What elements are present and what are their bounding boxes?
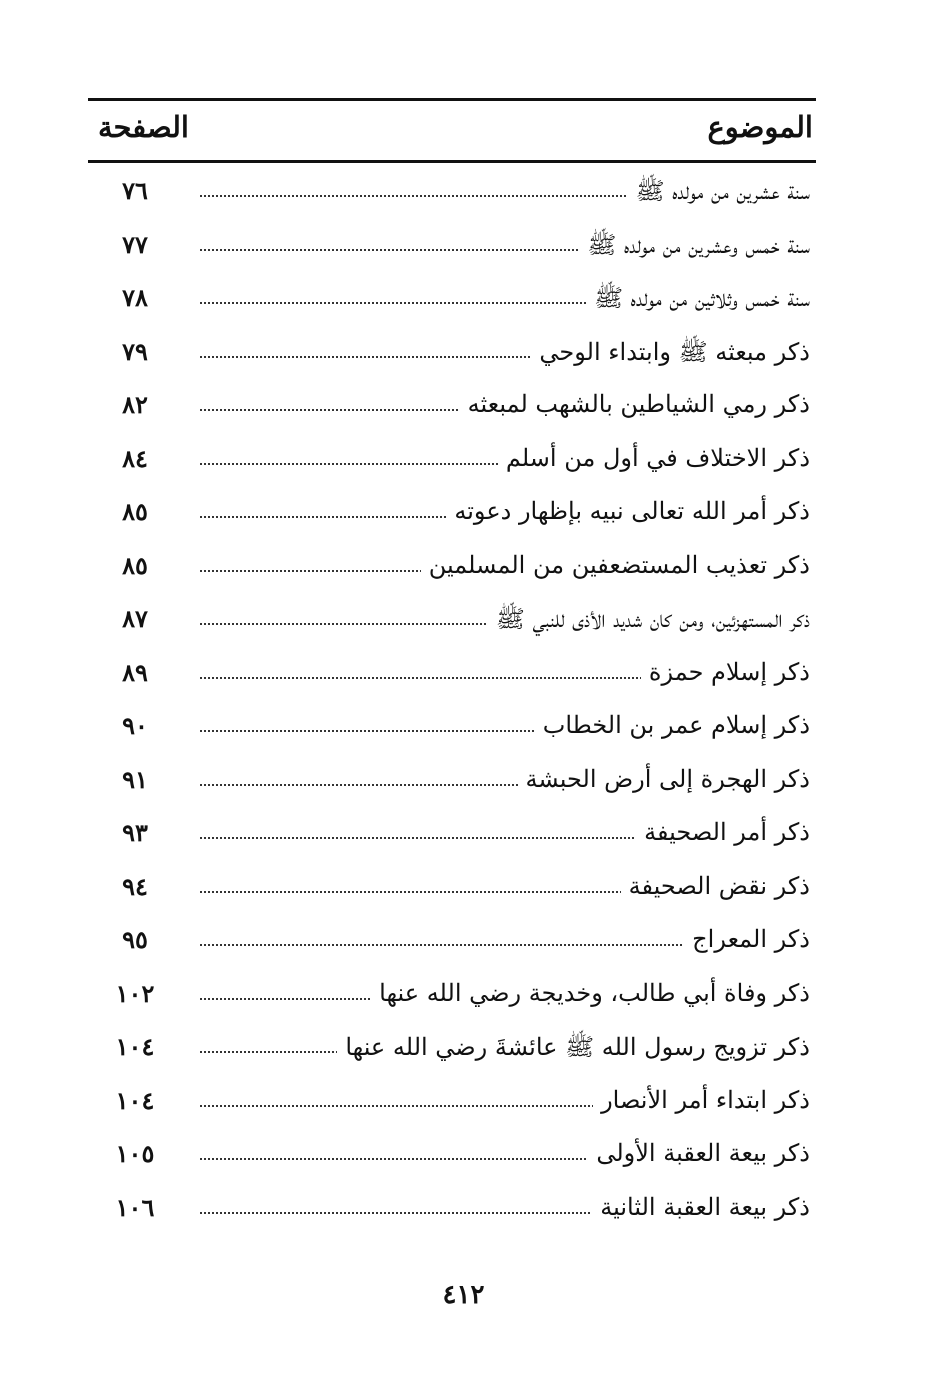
toc-entry xyxy=(100,703,810,753)
toc-entry-title: ذكر مبعثه ﷺ وابتداء الوحي xyxy=(531,337,810,372)
toc-entry xyxy=(100,275,810,325)
topic-column-header: الموضوع xyxy=(707,110,813,144)
toc-entry-title: سنة خمس وثلاثين من مولده ﷺ xyxy=(586,283,810,318)
toc-entry xyxy=(100,1185,810,1235)
toc-entry-title: ذكر إسلام عمر بن الخطاب xyxy=(535,711,810,739)
toc-entry-page: ٩٤ xyxy=(122,871,148,901)
toc-entry xyxy=(100,329,810,379)
page-column-header: الصفحة xyxy=(98,110,189,144)
toc-entry-title: ذكر إسلام حمزة xyxy=(641,658,810,686)
toc-entry-page: ٨٥ xyxy=(122,497,148,526)
toc-entry-page: ٩٥ xyxy=(122,925,148,954)
toc-entry xyxy=(100,971,810,1021)
toc-entry-title: ذكر أمر الله تعالى نبيه بإظهار دعوته xyxy=(446,497,810,525)
toc-entry-title: ذكر ابتداء أمر الأنصار xyxy=(593,1086,810,1114)
toc-entry-title: ذكر رمي الشياطين بالشهب لمبعثه xyxy=(460,390,810,418)
toc-entry-title: ذكر نقض الصحيفة xyxy=(621,872,810,900)
toc-entry xyxy=(100,1131,810,1181)
toc-entry xyxy=(100,810,810,860)
toc-entry-page: ٧٦ xyxy=(122,176,148,205)
toc-entry xyxy=(100,864,810,914)
toc-entry xyxy=(100,650,810,700)
toc-entry-page: ١٠٤ xyxy=(115,1085,155,1115)
toc-entry xyxy=(100,489,810,539)
toc-entry-title: سنة عشرين من مولده ﷺ xyxy=(628,176,810,211)
toc-entry-page: ٨٢ xyxy=(122,390,148,419)
toc-entry-page: ١٠٥ xyxy=(115,1139,155,1168)
toc-entry-page: ٧٩ xyxy=(122,336,148,366)
toc-entry-page: ١٠٦ xyxy=(115,1192,155,1222)
toc-entry-page: ٨٥ xyxy=(122,550,148,580)
toc-entry-title: ذكر المعراج xyxy=(684,925,810,953)
toc-entry-title: ذكر المستهزئين، ومن كان شديد الأذى للنبي ﷺ xyxy=(488,604,810,639)
toc-entry xyxy=(100,596,810,646)
toc-entry xyxy=(100,1078,810,1128)
toc-entry-page: ١٠٤ xyxy=(115,1032,155,1061)
page-number: ٤١٢ xyxy=(442,1280,485,1310)
toc-entry-title: ذكر تعذيب المستضعفين من المسلمين xyxy=(421,551,810,579)
toc-entry xyxy=(100,1024,810,1074)
toc-entry-page: ٩١ xyxy=(122,764,148,794)
toc-entry-title: ذكر وفاة أبي طالب، وخديجة رضي الله عنها xyxy=(371,979,810,1007)
toc-entry-title: ذكر الهجرة إلى أرض الحبشة xyxy=(518,765,810,793)
toc-entry-title: ذكر بيعة العقبة الثانية xyxy=(592,1193,810,1221)
toc-entry-page: ١٠٢ xyxy=(115,978,155,1008)
toc-entry-page: ٨٧ xyxy=(122,604,148,633)
toc-entry-page: ٧٨ xyxy=(122,283,148,312)
toc-entry xyxy=(100,382,810,432)
toc-entry-page: ٩٣ xyxy=(122,818,148,847)
toc-entry xyxy=(100,543,810,593)
toc-entry-page: ٨٤ xyxy=(122,443,148,473)
toc-entry-title: سنة خمس وعشرين من مولده ﷺ xyxy=(579,230,810,265)
toc-entry-title: ذكر بيعة العقبة الأولى xyxy=(588,1139,810,1167)
toc-entry xyxy=(100,168,810,218)
toc-entry xyxy=(100,222,810,272)
toc-entry-title: ذكر الاختلاف في أول من أسلم xyxy=(498,444,810,472)
toc-entry-title: ذكر أمر الصحيفة xyxy=(636,818,810,846)
toc-entry xyxy=(100,757,810,807)
toc-entry-page: ٧٧ xyxy=(122,229,148,259)
toc-entry-page: ٨٩ xyxy=(122,657,148,687)
toc-entry xyxy=(100,436,810,486)
toc-entry xyxy=(100,917,810,967)
toc-entry-title: ذكر تزويج رسول الله ﷺ عائشةَ رضي الله عنها xyxy=(337,1032,810,1067)
toc-entry-page: ٩٠ xyxy=(122,711,148,740)
